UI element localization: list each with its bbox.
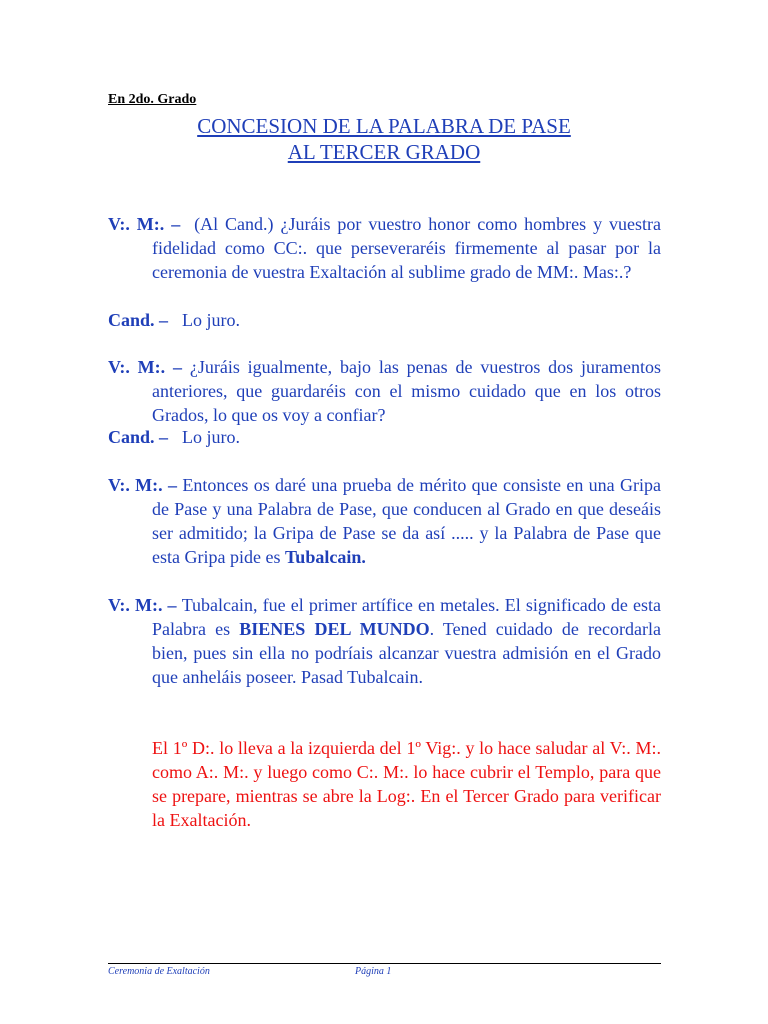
password-word: Tubalcain.	[284, 547, 366, 567]
footer-document-name: Ceremonia de Exaltación	[108, 966, 210, 977]
dialogue-text: (Al Cand.) ¿Juráis por vuestro honor como hombres y vuestra fidelidad como CC:. que perseveraréis firmemente al pasar por la ceremonia de vuestra Exaltación al sublime grado de MM:. Mas:.?	[152, 214, 662, 282]
dialogue-entry-1	[108, 212, 661, 284]
document-title-line-1: CONCESION DE LA PALABRA DE PASE	[197, 114, 571, 138]
dialogue-text: ¿Juráis igualmente, bajo las penas de vuestros dos juramentos anteriores, que guardaréis con el mismo cuidado que en los otros Grados, lo que os voy a confiar?	[152, 357, 661, 425]
dialogue-entry-4	[108, 425, 240, 449]
dialogue-text: Lo juro.	[182, 310, 241, 330]
footer-page-number: Página 1	[355, 966, 392, 977]
dialogue-text: Entonces os daré una prueba de mérito que consiste en una Gripa de Pase y una Palabra de Pase, que conducen al Grado en que deseáis ser admitido; la Gripa de Pase se da así ..... y la Palabra de Pase que esta Gripa pide es	[152, 475, 662, 567]
dialogue-entry-2	[108, 308, 240, 332]
speaker-label: V:. M:. –	[108, 214, 181, 234]
grade-kicker: En 2do. Grado	[108, 92, 197, 107]
speaker-label: V:. M:. –	[108, 357, 183, 377]
dialogue-text: Lo juro.	[182, 427, 241, 447]
emphasis-phrase: BIENES DEL MUNDO	[239, 619, 430, 639]
dialogue-entry-3	[108, 355, 661, 427]
footer-divider	[108, 963, 661, 964]
dialogue-text: Tubalcain, fue el primer artífice en metales. El significado de esta Palabra es	[152, 595, 662, 639]
speaker-label: V:. M:. –	[108, 475, 178, 495]
speaker-label: V:. M:. –	[108, 595, 177, 615]
dialogue-entry-5	[108, 473, 661, 569]
dialogue-entry-6	[108, 593, 661, 689]
document-title-line-2: AL TERCER GRADO	[287, 140, 481, 164]
ritual-instruction: El 1º D:. lo lleva a la izquierda del 1º Vig:. y lo hace saludar al V:. M:. como A:. M:. y luego como C:. M:. lo hace cubrir el Templo, para que se prepare, mientras se abre la Log:. En el Tercer Grado para verificar la Exaltación.	[152, 738, 661, 830]
speaker-label: Cand. –	[108, 427, 169, 447]
dialogue-text-continued: . Tened cuidado de recordarla bien, pues sin ella no podríais alcanzar vuestra admisión en el Grado que anheláis poseer. Pasad Tubalcain.	[152, 619, 661, 687]
speaker-label: Cand. –	[108, 310, 169, 330]
